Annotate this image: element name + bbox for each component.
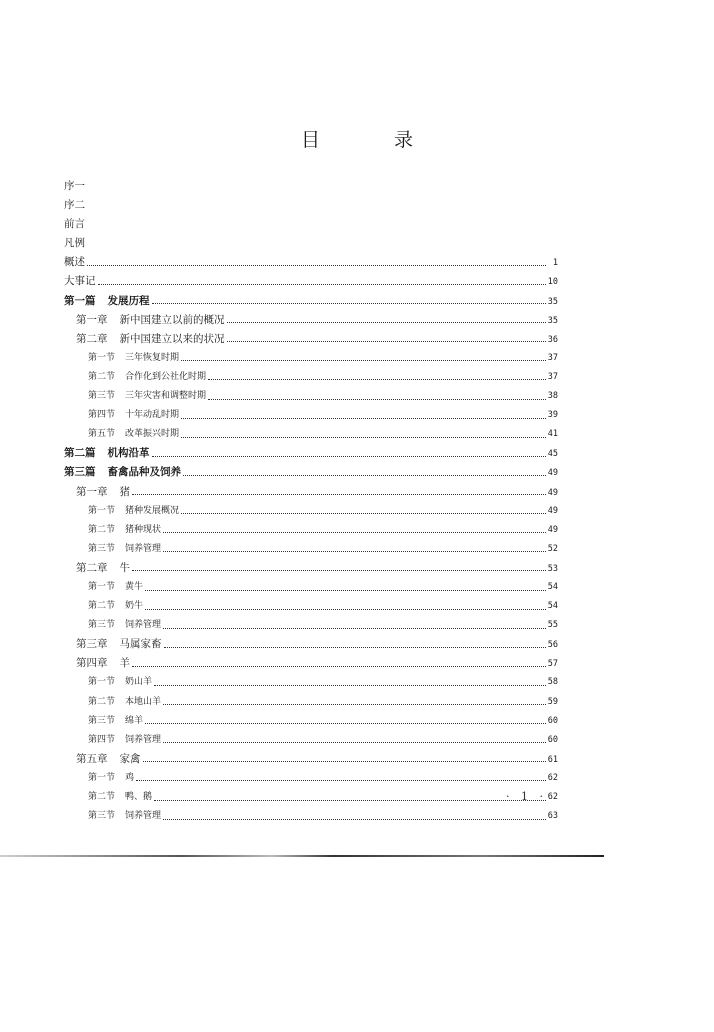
toc-entry-page: 36	[547, 334, 558, 345]
toc-entry-number: 第三节	[88, 543, 116, 554]
toc-entry	[64, 215, 558, 234]
table-of-contents	[64, 177, 558, 826]
toc-entry	[64, 177, 558, 196]
toc-entry	[64, 559, 558, 578]
toc-entry-title: 马属家畜	[119, 638, 162, 651]
toc-entry	[64, 368, 558, 387]
toc-entry-title: 家禽	[119, 752, 141, 765]
dot-leader	[163, 818, 546, 820]
toc-entry-number: 第三节	[88, 811, 116, 822]
toc-entry-page: 63	[547, 811, 558, 822]
toc-entry-number: 第一篇	[64, 294, 96, 307]
toc-entry-label	[88, 712, 143, 731]
toc-entry-number: 第二节	[88, 524, 116, 535]
dot-leader	[163, 741, 546, 743]
toc-entry-number: 第一节	[88, 581, 116, 592]
toc-entry-label	[88, 731, 161, 750]
toc-entry	[64, 444, 558, 463]
toc-entry-label	[76, 654, 130, 673]
toc-entry	[64, 483, 558, 502]
toc-entry	[64, 597, 558, 616]
toc-entry-number: 大事记	[64, 275, 96, 288]
toc-entry-number: 第二节	[88, 792, 116, 802]
toc-entry-page: 49	[547, 468, 558, 479]
toc-entry-label	[64, 177, 85, 196]
dot-leader	[98, 283, 546, 285]
toc-entry-title: 十年动乱时期	[125, 410, 180, 421]
toc-entry-number: 第二节	[88, 696, 116, 707]
toc-entry-label	[64, 253, 85, 272]
toc-entry-label	[88, 502, 179, 521]
toc-entry	[64, 616, 558, 635]
toc-entry-page: 62	[547, 792, 558, 802]
toc-entry	[64, 234, 558, 253]
toc-entry-label	[88, 597, 143, 616]
toc-entry-title: 鸡	[125, 772, 135, 783]
toc-entry-number: 第三章	[76, 638, 108, 651]
toc-entry-title: 牛	[119, 561, 130, 574]
toc-entry-label	[64, 444, 150, 463]
toc-entry-label	[64, 463, 181, 482]
toc-entry-number: 第四节	[88, 410, 116, 421]
toc-entry-page: 49	[547, 487, 558, 498]
toc-entry-page: 58	[547, 677, 558, 688]
toc-entry-number: 第一节	[88, 772, 116, 783]
toc-entry	[64, 330, 558, 349]
toc-entry-title: 猪	[119, 485, 130, 498]
toc-entry-label	[76, 330, 225, 349]
toc-entry-number: 第一节	[88, 677, 116, 688]
toc-entry-page: 37	[547, 352, 558, 363]
toc-entry-label	[88, 540, 161, 559]
toc-entry-title: 猪种发展概况	[125, 505, 180, 516]
dot-leader	[145, 722, 546, 724]
toc-entry	[64, 807, 558, 826]
toc-entry-number: 第四节	[88, 734, 116, 745]
toc-entry-label	[88, 578, 143, 597]
toc-entry	[64, 712, 558, 731]
toc-entry-number: 第二章	[76, 332, 108, 345]
toc-entry-page: 57	[547, 659, 558, 670]
toc-entry-label	[88, 673, 152, 692]
dot-leader	[181, 359, 546, 361]
toc-entry-page: 56	[547, 640, 558, 651]
toc-entry-number: 第二篇	[64, 447, 96, 460]
toc-entry-number: 第三节	[88, 391, 116, 402]
dot-leader	[163, 550, 546, 552]
toc-entry-title: 绵羊	[125, 715, 144, 726]
toc-entry-label	[76, 635, 162, 654]
toc-entry-label	[64, 196, 85, 215]
toc-entry-page: 53	[547, 563, 558, 574]
dot-leader	[163, 531, 546, 533]
toc-entry-number: 序一	[64, 180, 85, 192]
toc-entry-number: 概述	[64, 256, 85, 269]
toc-entry-page: 10	[547, 277, 558, 288]
dot-leader	[227, 321, 546, 323]
toc-entry-title: 黄牛	[125, 581, 144, 592]
dot-leader	[143, 760, 546, 762]
toc-entry-number: 第二节	[88, 601, 116, 612]
toc-entry-title: 畜禽品种及饲养	[107, 466, 181, 479]
toc-entry-title: 猪种现状	[125, 524, 162, 535]
dot-leader	[181, 512, 546, 514]
dot-leader	[132, 493, 546, 495]
toc-entry-title: 饲养管理	[125, 811, 162, 822]
toc-entry-page: 39	[547, 410, 558, 421]
toc-entry	[64, 578, 558, 597]
toc-entry-title: 发展历程	[107, 294, 150, 307]
toc-entry	[64, 731, 558, 750]
toc-entry-number: 第五章	[76, 752, 108, 765]
toc-entry-label	[64, 272, 96, 291]
toc-entry-number: 第五节	[88, 429, 116, 440]
toc-entry-label	[88, 616, 161, 635]
dot-leader	[132, 569, 546, 571]
dot-leader	[208, 378, 546, 380]
toc-entry-number: 第二节	[88, 371, 116, 382]
toc-entry-label	[88, 788, 152, 807]
toc-entry-page: 54	[547, 601, 558, 612]
toc-entry-number: 第三节	[88, 620, 116, 631]
toc-entry	[64, 406, 558, 425]
toc-entry-page: 41	[547, 429, 558, 440]
toc-entry-label	[76, 483, 130, 502]
toc-entry-label	[76, 559, 130, 578]
toc-entry	[64, 750, 558, 769]
toc-entry	[64, 463, 558, 482]
toc-entry-title: 三年灾害和调整时期	[125, 391, 207, 402]
toc-entry-title: 合作化到公社化时期	[125, 371, 207, 382]
toc-entry-label	[64, 292, 150, 311]
toc-entry-label	[88, 769, 134, 788]
dot-leader	[132, 665, 546, 667]
toc-entry	[64, 654, 558, 673]
toc-entry-page: 52	[547, 543, 558, 554]
toc-entry-title: 机构沿革	[107, 447, 150, 460]
toc-entry-label	[88, 349, 179, 368]
toc-entry	[64, 693, 558, 712]
dot-leader	[145, 608, 546, 610]
toc-entry-title: 奶牛	[125, 601, 144, 612]
toc-entry	[64, 292, 558, 311]
toc-entry-label	[88, 406, 179, 425]
toc-entry-label	[88, 693, 161, 712]
dot-leader	[181, 436, 546, 438]
toc-entry-page: 60	[547, 734, 558, 745]
toc-entry-title: 本地山羊	[125, 696, 162, 707]
toc-entry	[64, 502, 558, 521]
toc-entry-page: 35	[547, 315, 558, 326]
toc-entry-number: 第三篇	[64, 466, 96, 479]
toc-entry	[64, 196, 558, 215]
toc-entry-title: 羊	[119, 657, 130, 670]
dot-leader	[181, 417, 546, 419]
dot-leader	[183, 474, 546, 476]
toc-entry	[64, 349, 558, 368]
toc-entry	[64, 635, 558, 654]
dot-leader	[152, 302, 546, 304]
toc-entry-title: 改革振兴时期	[125, 429, 180, 440]
toc-entry-number: 序二	[64, 199, 85, 212]
toc-entry-number: 第二章	[76, 561, 108, 574]
toc-entry-page: 49	[547, 524, 558, 535]
toc-entry-label	[88, 425, 179, 444]
toc-entry-number: 第四章	[76, 657, 108, 670]
dot-leader	[208, 398, 546, 400]
toc-entry-label	[88, 387, 206, 406]
toc-entry-page: 49	[547, 505, 558, 516]
toc-entry-label	[88, 368, 206, 387]
toc-entry-page: 60	[547, 715, 558, 726]
page-title: 目 录	[300, 128, 448, 151]
toc-entry-page: 61	[547, 754, 558, 765]
toc-entry-title: 饲养管理	[125, 734, 162, 745]
toc-entry-number: 凡例	[64, 237, 85, 250]
toc-entry-label	[64, 234, 85, 253]
toc-entry	[64, 769, 558, 788]
toc-entry-label	[88, 521, 161, 540]
toc-entry	[64, 272, 558, 291]
toc-entry-title: 饲养管理	[125, 543, 162, 554]
scan-edge-divider	[0, 855, 604, 857]
toc-entry-title: 奶山羊	[125, 677, 153, 688]
toc-entry-page: 59	[547, 696, 558, 707]
toc-entry-title: 鸭、鹅	[125, 792, 153, 802]
toc-entry-number: 第一节	[88, 352, 116, 363]
toc-entry	[64, 425, 558, 444]
toc-entry	[64, 673, 558, 692]
dot-leader	[154, 684, 546, 686]
dot-leader	[145, 589, 546, 591]
toc-entry	[64, 387, 558, 406]
toc-entry-number: 第一章	[76, 313, 108, 326]
dot-leader	[136, 779, 546, 781]
toc-entry-page: 1	[552, 258, 558, 269]
dot-leader	[152, 455, 546, 457]
toc-entry	[64, 540, 558, 559]
toc-entry-number: 第三节	[88, 715, 116, 726]
toc-entry-label	[64, 215, 85, 234]
toc-entry-page: 55	[547, 620, 558, 631]
toc-entry-number: 第一节	[88, 505, 116, 516]
dot-leader	[163, 703, 546, 705]
toc-entry-number: 前言	[64, 218, 85, 231]
dot-leader	[227, 340, 546, 342]
toc-entry-title: 饲养管理	[125, 620, 162, 631]
dot-leader	[164, 646, 546, 648]
toc-entry-title: 新中国建立以前的概况	[119, 313, 225, 326]
toc-entry-page: 62	[547, 772, 558, 783]
toc-entry	[64, 521, 558, 540]
toc-entry	[64, 788, 558, 807]
toc-entry-page: 45	[547, 449, 558, 460]
toc-entry-page: 35	[547, 296, 558, 307]
page-number: · 1 ·	[506, 790, 547, 803]
dot-leader	[154, 799, 546, 801]
toc-entry	[64, 311, 558, 330]
toc-entry-label	[76, 750, 141, 769]
toc-entry-title: 三年恢复时期	[125, 352, 180, 363]
toc-entry-label	[76, 311, 225, 330]
dot-leader	[87, 264, 546, 266]
dot-leader	[163, 627, 546, 629]
toc-entry	[64, 253, 558, 272]
toc-entry-label	[88, 807, 161, 826]
toc-entry-page: 54	[547, 581, 558, 592]
toc-entry-page: 38	[547, 391, 558, 402]
toc-entry-title: 新中国建立以来的状况	[119, 332, 225, 345]
toc-entry-page: 37	[547, 371, 558, 382]
toc-entry-number: 第一章	[76, 485, 108, 498]
